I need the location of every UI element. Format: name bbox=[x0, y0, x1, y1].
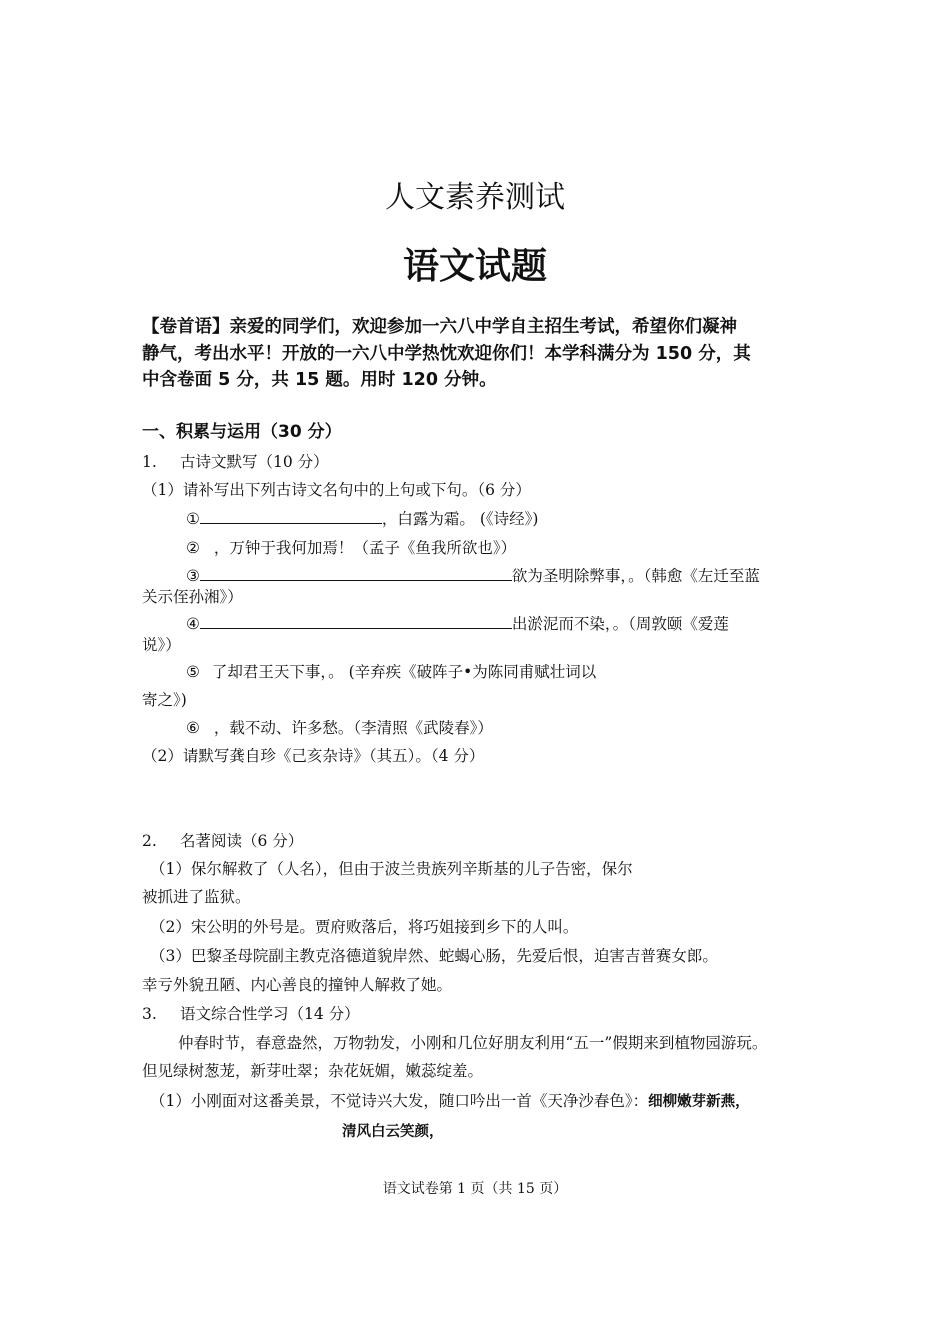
question-3-line-1 bbox=[150, 1089, 750, 1111]
item-6-mark: ⑥ bbox=[186, 719, 200, 737]
question-2-title: 名著阅读（6 分） bbox=[180, 832, 304, 850]
exam-subtitle: 语文试题 bbox=[402, 246, 547, 287]
item-6-text: ，载不动、许多愁。（李清照《武陵春》） bbox=[213, 719, 493, 737]
question-1-heading bbox=[142, 450, 329, 472]
question-2-heading bbox=[142, 829, 303, 851]
question-3-heading bbox=[142, 1002, 360, 1024]
item-5 bbox=[186, 660, 596, 682]
item-4 bbox=[186, 612, 729, 634]
item-4-blank[interactable] bbox=[200, 613, 512, 629]
preface-line-3: 中含卷面 5 分，共 15 题。用时 120 分钟。 bbox=[142, 370, 497, 390]
item-2 bbox=[186, 536, 516, 558]
item-2-text: ，万钟于我何加焉！（孟子《鱼我所欲也》） bbox=[213, 539, 517, 557]
page-footer: 语文试卷第 1 页（共 15 页） bbox=[382, 1181, 568, 1197]
item-3-mark: ③ bbox=[186, 567, 200, 585]
poem-line-2: 清风白云笑颜， bbox=[342, 1124, 444, 1140]
item-2-mark: ② bbox=[186, 539, 200, 557]
question-2-number: 2. bbox=[142, 832, 157, 850]
question-3-paragraph: 仲春时节，春意盎然，万物勃发，小刚和几位好朋友利用“五一”假期来到植物园游玩。 bbox=[178, 1034, 768, 1052]
item-4-mark: ④ bbox=[186, 615, 200, 633]
question-2-line-3b: 幸亏外貌丑陋、内心善良的撞钟人解救了她。 bbox=[142, 976, 453, 994]
item-1-blank[interactable] bbox=[200, 508, 382, 524]
item-1-text: ，白露为霜。 (《诗经》) bbox=[381, 510, 539, 528]
question-3-paragraph-cont: 但见绿树葱茏，新芽吐翠；杂花妩媚，嫩蕊绽羞。 bbox=[142, 1062, 484, 1080]
question-3-title: 语文综合性学习（14 分） bbox=[180, 1005, 360, 1023]
item-1 bbox=[186, 507, 538, 529]
question-2-line-1: （1）保尔解救了（人名），但由于波兰贵族列辛斯基的儿子告密，保尔 bbox=[150, 860, 633, 878]
item-3 bbox=[186, 564, 760, 586]
question-3-number: 3. bbox=[142, 1005, 157, 1023]
item-6 bbox=[186, 716, 493, 738]
question-1-number: 1. bbox=[142, 453, 157, 471]
question-2-line-2: （2）宋公明的外号是。贾府败落后，将巧姐接到乡下的人叫。 bbox=[150, 918, 579, 936]
item-4-text: 出淤泥而不染，。（周敦颐《爱莲 bbox=[511, 615, 729, 633]
question-1-part-1: （1）请补写出下列古诗文名句中的上句或下句。（6 分） bbox=[142, 481, 531, 499]
question-1-title: 古诗文默写（10 分） bbox=[180, 453, 329, 471]
exam-title: 人文素养测试 bbox=[385, 180, 565, 215]
question-3-line-1-text: （1）小刚面对这番美景，不觉诗兴大发，随口吟出一首《天净沙春色》： bbox=[150, 1092, 649, 1110]
item-3-continued: 关示侄孙湘》） bbox=[142, 588, 243, 606]
item-3-blank[interactable] bbox=[200, 565, 512, 581]
preface-line-1: 【卷首语】亲爱的同学们，欢迎参加一六八中学自主招生考试，希望你们凝神 bbox=[142, 317, 737, 337]
question-2-line-1b: 被抓进了监狱。 bbox=[142, 888, 251, 906]
item-5-mark: ⑤ bbox=[186, 663, 200, 681]
item-5-continued: 寄之》) bbox=[142, 691, 187, 709]
preface-line-2: 静气，考出水平！开放的一六八中学热忱欢迎你们！本学科满分为 150 分，其 bbox=[142, 344, 751, 364]
item-4-continued: 说》） bbox=[142, 636, 181, 654]
item-5-text: 了却君王天下事，。 (辛弃疾《破阵子•为陈同甫赋壮词以 bbox=[211, 663, 597, 681]
poem-line-1: 细柳嫩芽新燕， bbox=[648, 1094, 750, 1110]
section-1-heading: 一、积累与运用（30 分） bbox=[142, 422, 342, 442]
question-2-line-3: （3）巴黎圣母院副主教克洛德道貌岸然、蛇蝎心肠，先爱后恨，迫害吉普赛女郎。 bbox=[150, 947, 718, 965]
question-1-part-2: （2）请默写龚自珍《己亥杂诗》（其五）。（4 分） bbox=[142, 747, 485, 765]
item-1-mark: ① bbox=[186, 510, 200, 528]
item-3-text: 欲为圣明除弊事，。（韩愈《左迁至蓝 bbox=[511, 567, 760, 585]
